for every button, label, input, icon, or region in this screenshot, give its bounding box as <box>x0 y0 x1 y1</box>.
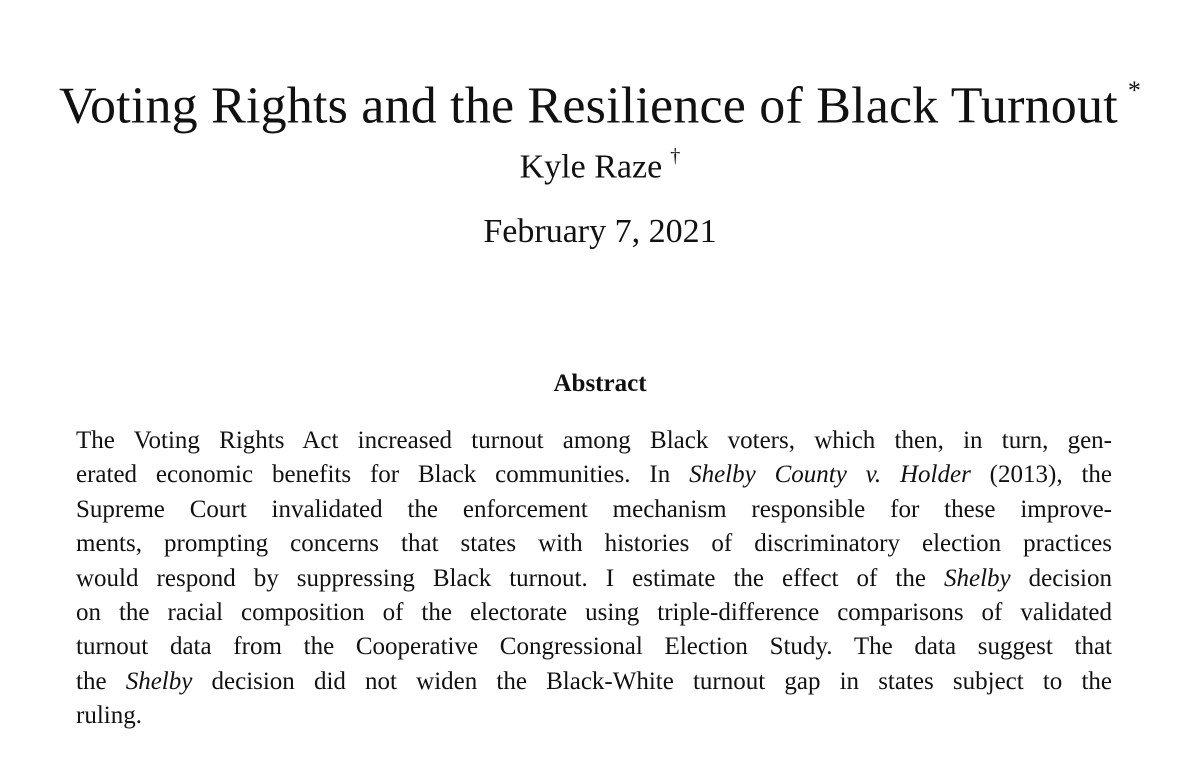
abstract-line <box>76 665 1112 699</box>
paper-title <box>0 59 1200 138</box>
abstract-line <box>76 493 1112 527</box>
abstract-body <box>76 424 1112 734</box>
author-line <box>0 134 1200 189</box>
author-name: Kyle Raze <box>519 148 663 186</box>
paper-title-text: Voting Rights and the Resilience of Black Turnout <box>58 77 1118 135</box>
abstract-text: The Voting Rights Act increased turnout among Black voters, which then, in turn, gen- <box>76 427 1112 454</box>
abstract-line <box>76 562 1112 596</box>
abstract-line <box>76 630 1112 664</box>
abstract-text: ments, prompting concerns that states with histories of discriminatory election practices <box>76 530 1112 558</box>
abstract-text: decision did not widen the Black-White turnout gap in states subject to the <box>192 667 1112 695</box>
abstract-line <box>76 596 1112 630</box>
abstract-line <box>76 424 1112 458</box>
abstract-text: the <box>76 667 126 695</box>
abstract-text: Supreme Court invalidated the enforcement mechanism responsible for these improve- <box>76 495 1112 523</box>
author-footnote-mark: † <box>670 145 681 167</box>
abstract-text: on the racial composition of the electorate using triple-difference comparisons of validated <box>76 598 1112 626</box>
abstract-line <box>76 527 1112 561</box>
abstract-italic-text: Shelby <box>125 667 193 695</box>
abstract-italic-text: Shelby County v. Holder <box>689 461 971 489</box>
title-footnote-mark: * <box>1127 75 1142 105</box>
abstract-text: would respond by suppressing Black turnout. I estimate the effect of the <box>76 564 944 592</box>
abstract-line <box>76 699 1112 733</box>
abstract-text: ruling. <box>76 702 142 730</box>
abstract-text: turnout data from the Cooperative Congressional Election Study. The data suggest that <box>76 633 1112 661</box>
abstract-heading: Abstract <box>553 370 647 397</box>
abstract-text: (2013), the <box>970 461 1112 489</box>
publication-date: February 7, 2021 <box>483 213 717 250</box>
abstract-italic-text: Shelby <box>944 564 1011 592</box>
abstract-text: decision <box>1010 564 1112 592</box>
abstract-text: erated economic benefits for Black communities. In <box>76 461 690 489</box>
abstract-line <box>76 458 1112 492</box>
